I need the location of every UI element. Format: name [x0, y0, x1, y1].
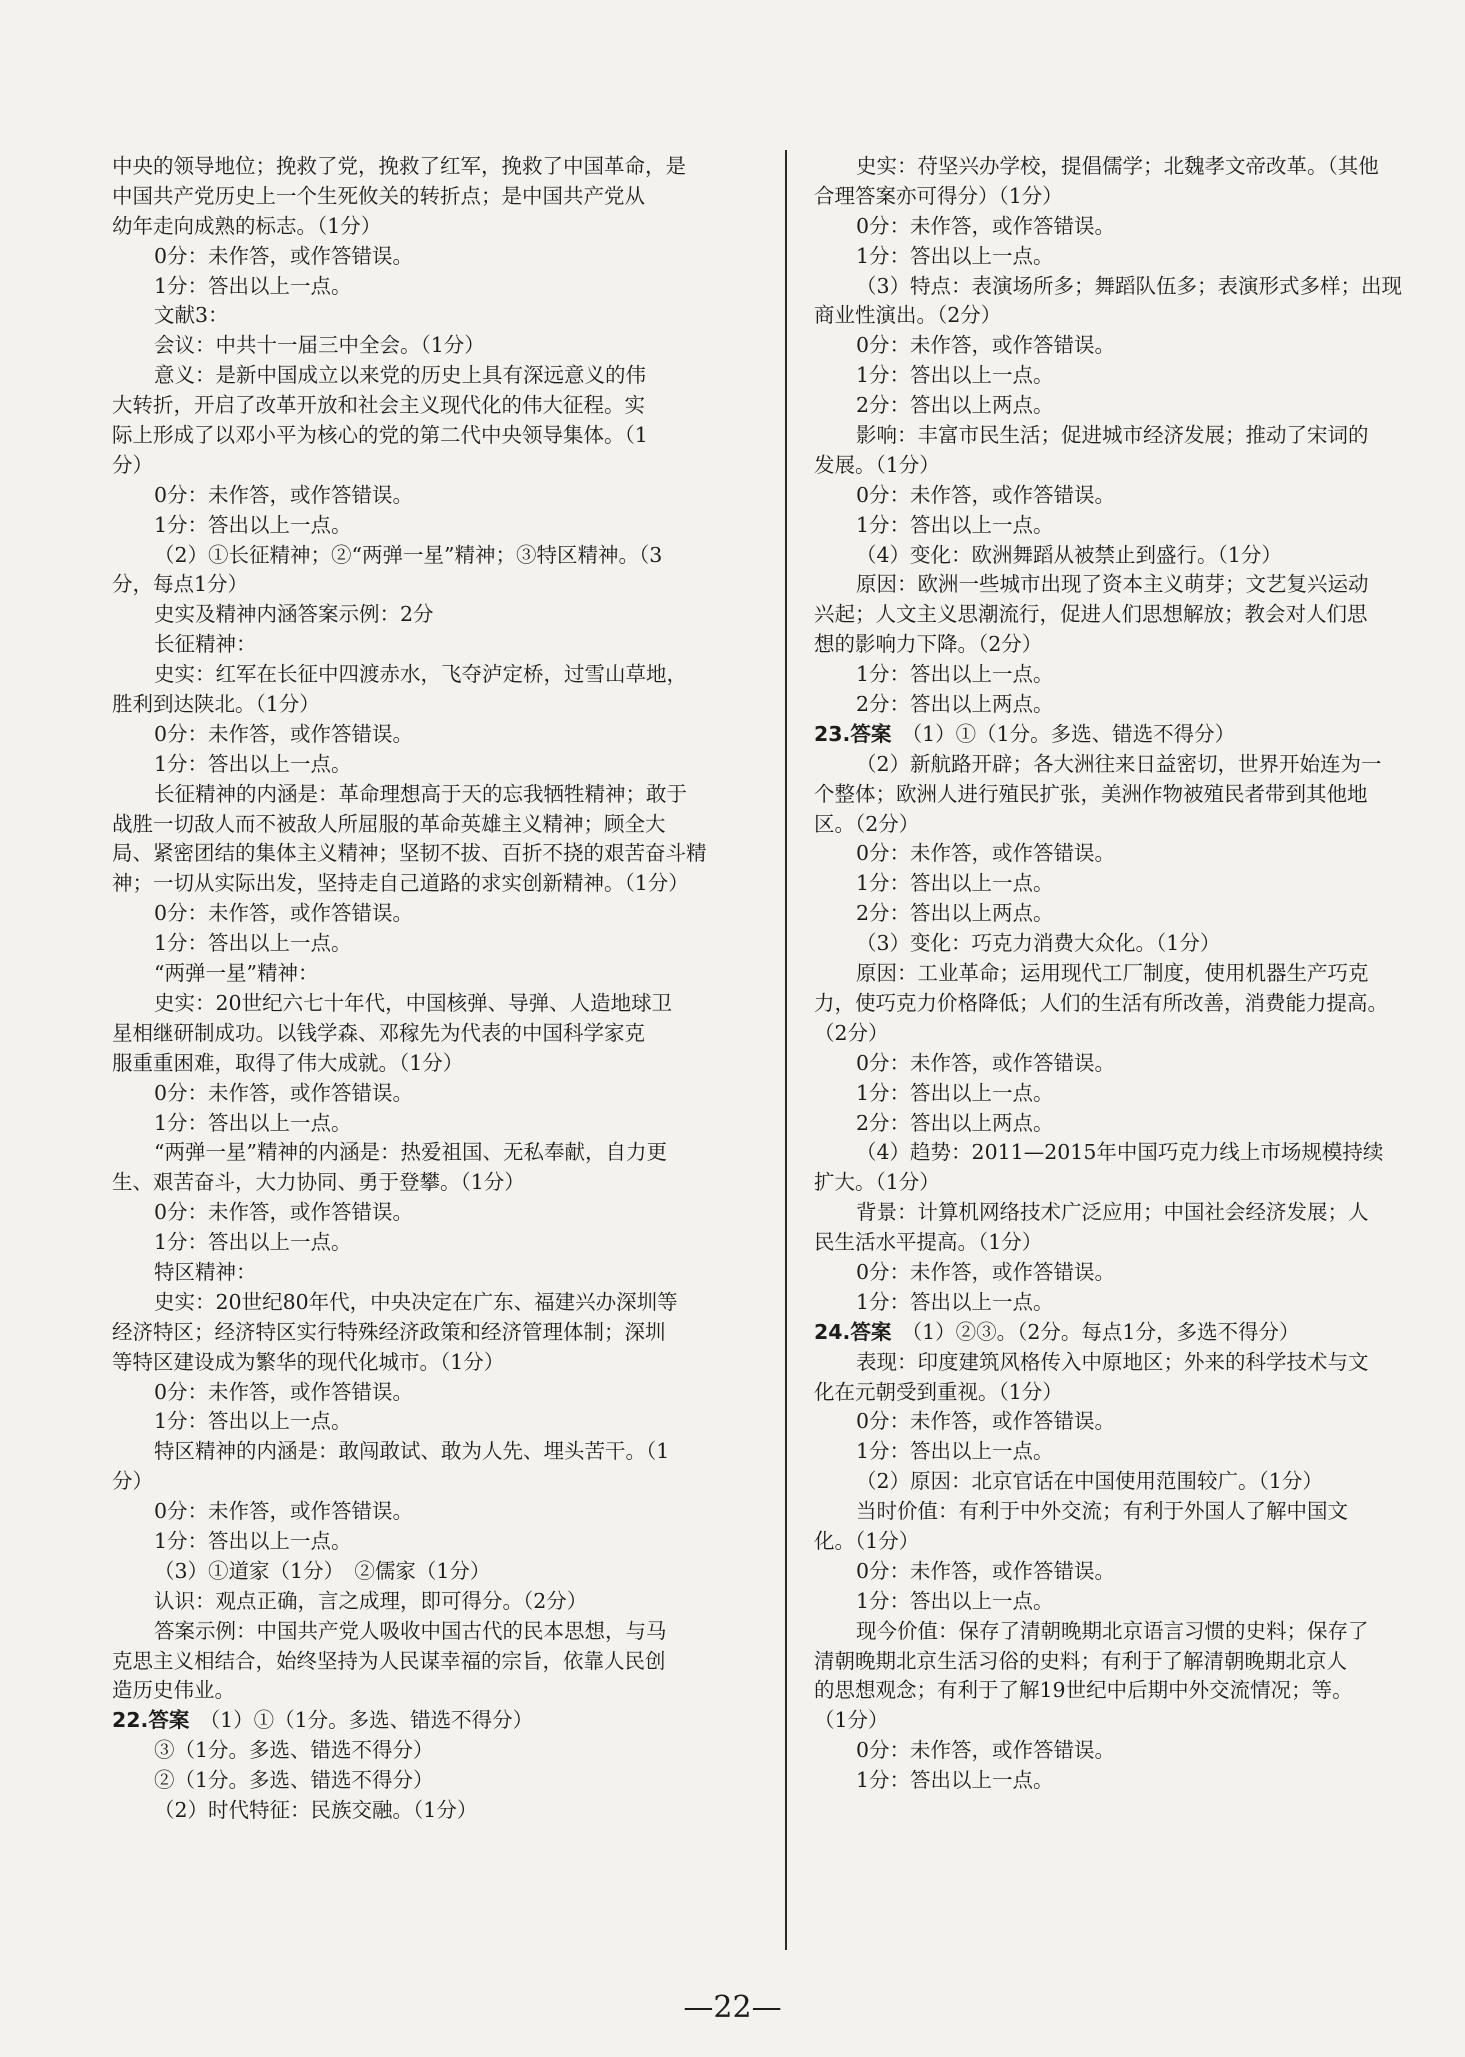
line-text: 星相继研制成功。以钱学森、邓稼先为代表的中国科学家克: [112, 1020, 645, 1045]
line-text: “两弹一星”精神的内涵是：热爱祖国、无私奉献，自力更: [154, 1140, 667, 1165]
line-text: （1）①（1分。多选、错选不得分）: [891, 721, 1236, 746]
text-line: [814, 1587, 1465, 1617]
text-line: [112, 1647, 757, 1677]
line-text: 答案示例：中国共产党人吸收中国古代的民本思想，与马: [154, 1618, 667, 1643]
line-text: 胜利到达陕北。（1分）: [112, 692, 320, 717]
line-text: 民生活水平提高。（1分）: [814, 1230, 1043, 1255]
line-text: 长征精神的内涵是：革命理想高于天的忘我牺牲精神；敢于: [154, 781, 687, 806]
column-divider: [785, 150, 787, 1950]
text-line: [112, 690, 757, 720]
text-line: [814, 839, 1465, 869]
text-line: [814, 152, 1465, 182]
text-line: [112, 1079, 757, 1109]
line-text: 史实：20世纪六七十年代，中国核弹、导弹、人造地球卫: [154, 990, 673, 1015]
text-line: [112, 839, 757, 869]
line-text: 中央的领导地位；挽救了党，挽救了红军，挽救了中国革命，是: [112, 154, 686, 178]
line-text: 1分：答出以上一点。: [154, 512, 352, 537]
line-text: 0分：未作答，或作答错误。: [856, 1409, 1116, 1434]
text-line: [112, 361, 757, 391]
line-text: 际上形成了以邓小平为核心的党的第二代中央领导集体。（1: [112, 423, 648, 448]
text-line: [112, 1228, 757, 1258]
text-line: [814, 780, 1465, 810]
line-text: 1分：答出以上一点。: [856, 871, 1054, 896]
line-text: 0分：未作答，或作答错误。: [856, 213, 1116, 238]
text-line: [112, 660, 757, 690]
line-text: （3）①道家（1分） ②儒家（1分）: [154, 1558, 491, 1583]
line-text: （4）趋势：2011—2015年中国巧克力线上市场规模持续: [856, 1140, 1384, 1165]
line-text: 1分：答出以上一点。: [154, 273, 352, 298]
line-text: 化在元朝受到重视。（1分）: [814, 1379, 1063, 1404]
line-text: 表现：印度建筑风格传入中原地区；外来的科学技术与文: [856, 1349, 1369, 1374]
line-text: 1分：答出以上一点。: [856, 363, 1054, 388]
text-line: [814, 301, 1465, 331]
text-line: [112, 272, 757, 302]
line-text: 0分：未作答，或作答错误。: [856, 333, 1116, 358]
line-text: （2）新航路开辟；各大洲往来日益密切，世界开始连为一: [856, 751, 1382, 776]
line-text: 经济特区；经济特区实行特殊经济政策和经济管理体制；深圳: [112, 1319, 666, 1344]
answer-heading: 24.答案: [814, 1319, 892, 1344]
text-line: [814, 481, 1465, 511]
line-text: 发展。（1分）: [814, 452, 940, 477]
text-line: [814, 1288, 1465, 1318]
line-text: 0分：未作答，或作答错误。: [856, 1558, 1116, 1583]
line-text: 想的影响力下降。（2分）: [814, 632, 1043, 657]
line-text: 0分：未作答，或作答错误。: [154, 482, 414, 507]
text-line: [814, 899, 1465, 929]
line-text: 1分：答出以上一点。: [856, 512, 1054, 537]
text-line: [814, 361, 1465, 391]
text-line: [814, 391, 1465, 421]
line-text: 1分：答出以上一点。: [856, 1768, 1054, 1793]
answer-heading: 23.答案: [814, 721, 892, 746]
text-line: [112, 182, 757, 212]
text-line: [814, 869, 1465, 899]
text-line: [112, 1049, 757, 1079]
line-text: 1分：答出以上一点。: [856, 1439, 1054, 1464]
text-line: [814, 1676, 1465, 1706]
line-text: 史实：20世纪80年代，中央决定在广东、福建兴办深圳等: [154, 1289, 678, 1314]
text-line: [814, 690, 1465, 720]
text-line: [814, 1497, 1465, 1527]
line-text: 长征精神：: [154, 632, 257, 657]
text-line: [814, 630, 1465, 660]
text-line: [814, 720, 1465, 750]
text-line: [814, 1736, 1465, 1766]
text-line: [814, 959, 1465, 989]
text-line: [112, 1736, 757, 1766]
text-line: [112, 600, 757, 630]
text-line: [112, 1437, 757, 1467]
text-line: [814, 1318, 1465, 1348]
text-line: [814, 272, 1465, 302]
text-line: [814, 242, 1465, 272]
text-line: [814, 1617, 1465, 1647]
text-line: [112, 750, 757, 780]
line-text: 2分：答出以上两点。: [856, 901, 1054, 926]
text-line: [814, 212, 1465, 242]
text-line: [112, 899, 757, 929]
text-line: [112, 1109, 757, 1139]
text-line: [112, 451, 757, 481]
line-text: 分）: [112, 1469, 153, 1494]
text-line: [112, 630, 757, 660]
line-text: 1分：答出以上一点。: [154, 1409, 352, 1434]
text-line: [112, 1378, 757, 1408]
line-text: 0分：未作答，或作答错误。: [856, 1738, 1116, 1763]
text-line: [112, 1676, 757, 1706]
line-text: 1分：答出以上一点。: [856, 1289, 1054, 1314]
text-line: [814, 1706, 1465, 1736]
line-text: 商业性演出。（2分）: [814, 303, 1002, 328]
line-text: 克思主义相结合，始终坚持为人民谋幸福的宗旨，依靠人民创: [112, 1648, 666, 1673]
line-text: 现今价值：保存了清朝晚期北京语言习惯的史料；保存了: [856, 1618, 1369, 1643]
text-line: [112, 869, 757, 899]
line-text: 0分：未作答，或作答错误。: [154, 1080, 414, 1105]
line-text: 扩大。（1分）: [814, 1170, 940, 1195]
line-text: 1分：答出以上一点。: [154, 1110, 352, 1135]
text-line: [112, 301, 757, 331]
line-text: （1分）: [814, 1708, 889, 1733]
text-line: [814, 1019, 1465, 1049]
line-text: （2）原因：北京官话在中国使用范围较广。（1分）: [856, 1469, 1323, 1494]
text-line: [814, 810, 1465, 840]
text-line: [814, 1527, 1465, 1557]
line-text: 1分：答出以上一点。: [154, 931, 352, 956]
line-text: “两弹一星”精神：: [154, 961, 319, 986]
line-text: 会议：中共十一届三中全会。（1分）: [154, 333, 485, 358]
text-line: [814, 570, 1465, 600]
line-text: 神；一切从实际出发，坚持走自己道路的求实创新精神。（1分）: [112, 871, 689, 896]
text-line: [814, 929, 1465, 959]
text-line: [112, 421, 757, 451]
text-line: [112, 959, 757, 989]
line-text: 1分：答出以上一点。: [856, 1588, 1054, 1613]
line-text: 原因：工业革命；运用现代工厂制度，使用机器生产巧克: [856, 961, 1369, 986]
text-line: [814, 1079, 1465, 1109]
text-line: [112, 1497, 757, 1527]
text-line: [112, 1527, 757, 1557]
line-text: （1）②③。（2分。每点1分，多选不得分）: [891, 1319, 1300, 1344]
line-text: 1分：答出以上一点。: [154, 751, 352, 776]
line-text: 战胜一切敌人而不被敌人所屈服的革命英雄主义精神；顾全大: [112, 811, 666, 836]
text-line: [814, 1138, 1465, 1168]
line-text: （3）特点：表演场所多；舞蹈队伍多；表演形式多样；出现: [856, 273, 1403, 298]
line-text: 生、艰苦奋斗，大力协同、勇于登攀。（1分）: [112, 1170, 525, 1195]
line-text: 2分：答出以上两点。: [856, 1110, 1054, 1135]
text-line: [112, 481, 757, 511]
line-text: 0分：未作答，或作答错误。: [154, 721, 414, 746]
line-text: 0分：未作答，或作答错误。: [856, 482, 1116, 507]
text-line: [814, 989, 1465, 1019]
line-text: 区。（2分）: [814, 811, 920, 836]
line-text: 的思想观念；有利于了解19世纪中后期中外交流情况；等。: [814, 1678, 1353, 1703]
text-line: [112, 720, 757, 750]
text-line: [112, 1467, 757, 1497]
text-line: [112, 152, 757, 182]
line-text: 分）: [112, 452, 153, 477]
text-line: [112, 1706, 757, 1736]
line-text: 1分：答出以上一点。: [856, 662, 1054, 687]
line-text: 当时价值：有利于中外交流；有利于外国人了解中国文: [856, 1499, 1348, 1524]
answer-heading: 22.答案: [112, 1708, 190, 1733]
line-text: 化。（1分）: [814, 1528, 920, 1553]
line-text: 0分：未作答，或作答错误。: [856, 841, 1116, 866]
line-text: （2）时代特征：民族交融。（1分）: [154, 1797, 478, 1822]
line-text: 等特区建设成为繁华的现代化城市。（1分）: [112, 1349, 505, 1374]
text-line: [814, 1557, 1465, 1587]
line-text: （2）①长征精神；②“两弹一星”精神；③特区精神。（3: [154, 542, 663, 567]
text-line: [814, 182, 1465, 212]
text-line: [814, 1258, 1465, 1288]
text-line: [814, 750, 1465, 780]
line-text: 中国共产党历史上一个生死攸关的转折点；是中国共产党从: [112, 183, 645, 208]
text-line: [112, 1348, 757, 1378]
line-text: （4）变化：欧洲舞蹈从被禁止到盛行。（1分）: [856, 542, 1282, 567]
line-text: 特区精神的内涵是：敢闯敢试、敢为人先、埋头苦干。（1: [154, 1439, 670, 1464]
line-text: 幼年走向成熟的标志。（1分）: [112, 213, 382, 238]
line-text: 特区精神：: [154, 1259, 257, 1284]
text-line: [112, 1766, 757, 1796]
text-line: [814, 1049, 1465, 1079]
line-text: 1分：答出以上一点。: [154, 1230, 352, 1255]
text-line: [112, 1557, 757, 1587]
line-text: 清朝晚期北京生活习俗的史料；有利于了解清朝晚期北京人: [814, 1648, 1347, 1673]
text-line: [112, 1198, 757, 1228]
text-line: [112, 1168, 757, 1198]
text-line: [814, 1348, 1465, 1378]
text-line: [814, 1647, 1465, 1677]
line-text: 史实：苻坚兴办学校，提倡儒学；北魏孝文帝改革。（其他: [856, 154, 1379, 178]
line-text: 1分：答出以上一点。: [856, 1080, 1054, 1105]
line-text: 2分：答出以上两点。: [856, 692, 1054, 717]
text-line: [814, 421, 1465, 451]
line-text: ②（1分。多选、错选不得分）: [154, 1768, 434, 1793]
line-text: 文献3：: [154, 303, 229, 328]
text-line: [814, 1228, 1465, 1258]
text-line: [112, 1407, 757, 1437]
text-line: [112, 1258, 757, 1288]
text-line: [112, 1019, 757, 1049]
line-text: 大转折，开启了改革开放和社会主义现代化的伟大征程。实: [112, 393, 645, 418]
text-line: [814, 331, 1465, 361]
line-text: 力，使巧克力价格降低；人们的生活有所改善，消费能力提高。: [814, 990, 1388, 1015]
text-line: [112, 780, 757, 810]
text-line: [112, 391, 757, 421]
text-line: [112, 331, 757, 361]
line-text: 意义：是新中国成立以来党的历史上具有深远意义的伟: [154, 363, 646, 388]
line-text: 分，每点1分）: [112, 572, 249, 597]
text-line: [112, 1288, 757, 1318]
right-column: [814, 152, 1465, 1796]
text-line: [814, 660, 1465, 690]
line-text: 0分：未作答，或作答错误。: [154, 243, 414, 268]
text-line: [814, 1378, 1465, 1408]
text-line: [814, 1467, 1465, 1497]
text-line: [112, 1617, 757, 1647]
line-text: ③（1分。多选、错选不得分）: [154, 1738, 434, 1763]
line-text: 史实及精神内涵答案示例：2分: [154, 602, 434, 627]
left-column: [112, 152, 757, 1826]
text-line: [814, 1198, 1465, 1228]
line-text: 兴起；人文主义思潮流行，促进人们思想解放；教会对人们思: [814, 602, 1368, 627]
line-text: 背景：计算机网络技术广泛应用；中国社会经济发展；人: [856, 1200, 1369, 1225]
text-line: [112, 1796, 757, 1826]
text-line: [814, 600, 1465, 630]
text-line: [112, 212, 757, 242]
line-text: 服重重困难，取得了伟大成就。（1分）: [112, 1050, 464, 1075]
text-line: [814, 541, 1465, 571]
line-text: （3）变化：巧克力消费大众化。（1分）: [856, 931, 1221, 956]
text-line: [814, 511, 1465, 541]
line-text: 0分：未作答，或作答错误。: [154, 1379, 414, 1404]
line-text: （2分）: [814, 1020, 889, 1045]
text-line: [814, 1766, 1465, 1796]
line-text: （1）①（1分。多选、错选不得分）: [189, 1708, 534, 1733]
line-text: 0分：未作答，或作答错误。: [856, 1259, 1116, 1284]
line-text: 局、紧密团结的集体主义精神；坚韧不拔、百折不挠的艰苦奋斗精: [112, 841, 707, 866]
text-line: [112, 989, 757, 1019]
text-line: [112, 1318, 757, 1348]
line-text: 0分：未作答，或作答错误。: [856, 1050, 1116, 1075]
line-text: 0分：未作答，或作答错误。: [154, 1499, 414, 1524]
line-text: 影响：丰富市民生活；促进城市经济发展；推动了宋词的: [856, 423, 1369, 448]
line-text: 1分：答出以上一点。: [856, 243, 1054, 268]
line-text: 史实：红军在长征中四渡赤水，飞夺泸定桥，过雪山草地，: [154, 662, 687, 687]
line-text: 0分：未作答，或作答错误。: [154, 1200, 414, 1225]
line-text: 个整体；欧洲人进行殖民扩张，美洲作物被殖民者带到其他地: [814, 781, 1368, 806]
text-line: [814, 1437, 1465, 1467]
text-line: [112, 1587, 757, 1617]
line-text: 认识：观点正确，言之成理，即可得分。（2分）: [154, 1588, 588, 1613]
line-text: 合理答案亦可得分）（1分）: [814, 183, 1063, 208]
text-line: [112, 929, 757, 959]
text-line: [112, 570, 757, 600]
page-number: —22—: [683, 1990, 782, 2025]
line-text: 1分：答出以上一点。: [154, 1528, 352, 1553]
text-line: [112, 810, 757, 840]
text-line: [112, 242, 757, 272]
text-line: [112, 1138, 757, 1168]
text-line: [814, 1407, 1465, 1437]
text-line: [112, 541, 757, 571]
line-text: 0分：未作答，或作答错误。: [154, 901, 414, 926]
line-text: 原因：欧洲一些城市出现了资本主义萌芽；文艺复兴运动: [856, 572, 1369, 597]
line-text: 2分：答出以上两点。: [856, 393, 1054, 418]
text-line: [814, 1109, 1465, 1139]
text-line: [814, 451, 1465, 481]
text-line: [814, 1168, 1465, 1198]
text-line: [112, 511, 757, 541]
line-text: 造历史伟业。: [112, 1678, 235, 1703]
